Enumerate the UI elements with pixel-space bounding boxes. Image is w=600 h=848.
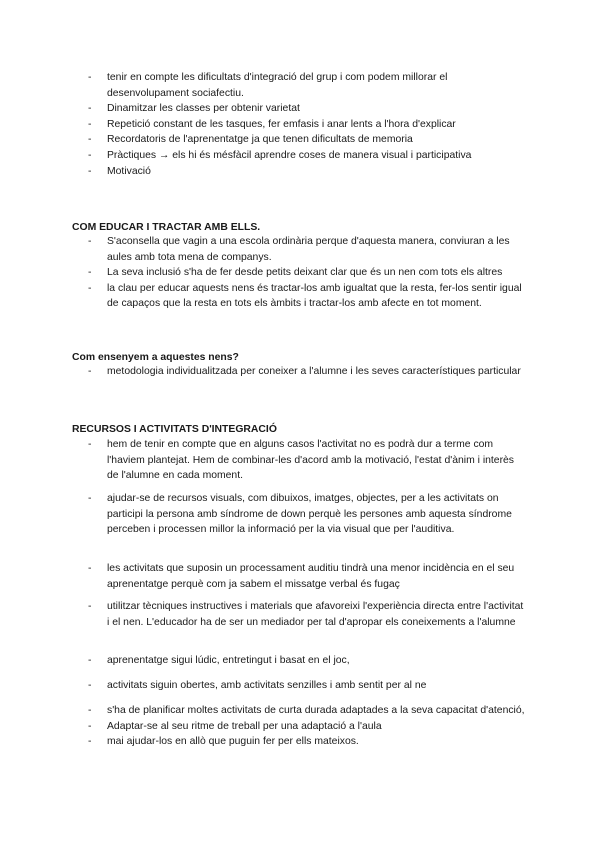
educar-list-block	[0, 234, 600, 312]
recursos-item-7-block	[0, 703, 600, 750]
section-heading-com-educar: COM EDUCAR I TRACTAR AMB ELLS.	[72, 222, 261, 233]
list-item: - aprenentatge sigui lúdic, entretingut i basat en el joc,	[0, 653, 600, 669]
list-item: - utilitzar tècniques instructives i materials que afavoreixi l'experiència directa entre l'activitat i el nen. L'educador ha de ser un mediador per tal d'apropar els coneixements a l'alumne	[0, 599, 600, 630]
list-item: - activitats siguin obertes, amb activitats senzilles i amb sentit per al ne	[0, 678, 600, 694]
list-item: - hem de tenir en compte que en alguns casos l'activitat no es podrà dur a terme com l'haviem plantejat. Hem de combinar-les d'acord amb la motivació, l'estat d'ànim i interès de l'alumne en cada moment.	[0, 437, 600, 484]
list-item: - Pràctiques → els hi és mésfàcil aprendre coses de manera visual i participativa	[0, 148, 600, 164]
list-item: - la clau per educar aquests nens és tractar-los amb igualtat que la resta, fer-los sentir igual de capaços que la resta en tots els àmbits i tractar-los amb afecte en tot moment.	[0, 281, 600, 312]
list-item: - ajudar-se de recursos visuals, com dibuixos, imatges, objectes, per a les activitats on participi la persona amb síndrome de down perquè les persones amb aquesta síndrome perceben i processen millor la informació per la via visual que per l'auditiva.	[0, 491, 600, 538]
list-item: - Dinamitzar les classes per obtenir varietat	[0, 101, 600, 117]
section-heading-com-ensenyem: Com ensenyem a aquestes nens?	[72, 352, 239, 363]
list-item: - La seva inclusió s'ha de fer desde petits deixant clar que és un nen com tots els altres	[0, 265, 600, 281]
list-item: - les activitats que suposin un processament auditiu tindrà una menor incidència en el seu aprenentatge perquè com ja sabem el missatge verbal és fugaç	[0, 561, 600, 592]
list-item: - tenir en compte les dificultats d'integració del grup i com podem millorar el desenvolupament sociafectiu.	[0, 70, 600, 101]
list-item: - Adaptar-se al seu ritme de treball per una adaptació a l'aula	[0, 719, 600, 735]
recursos-item-1-block	[0, 437, 600, 484]
list-item: - S'aconsella que vagin a una escola ordinària perque d'aquesta manera, conviuran a les aules amb tota mena de companys.	[0, 234, 600, 265]
list-item: - mai ajudar-los en allò que puguin fer per ells mateixos.	[0, 734, 600, 750]
list-item: - Repetició constant de les tasques, fer emfasis i anar lents a l'hora d'explicar	[0, 117, 600, 133]
list-item: - Recordatoris de l'aprenentatge ja que tenen dificultats de memoria	[0, 132, 600, 148]
recursos-item-6-block	[0, 678, 600, 694]
recursos-item-4-block	[0, 599, 600, 630]
section-heading-recursos: RECURSOS I ACTIVITATS D'INTEGRACIÓ	[72, 424, 277, 435]
recursos-item-2-block	[0, 491, 600, 538]
ensenyem-list	[0, 364, 600, 380]
ensenyem-list-block	[0, 364, 600, 380]
list-item: - s'ha de planificar moltes activitats de curta durada adaptades a la seva capacitat d'atenció,	[0, 703, 600, 719]
intro-list	[0, 70, 600, 179]
list-item: - metodologia individualitzada per coneixer a l'alumne i les seves característiques particular	[0, 364, 600, 380]
intro-list-block	[0, 70, 600, 179]
list-item: - Motivació	[0, 164, 600, 180]
educar-list	[0, 234, 600, 312]
recursos-item-5-block	[0, 653, 600, 669]
recursos-item-3-block	[0, 561, 600, 592]
